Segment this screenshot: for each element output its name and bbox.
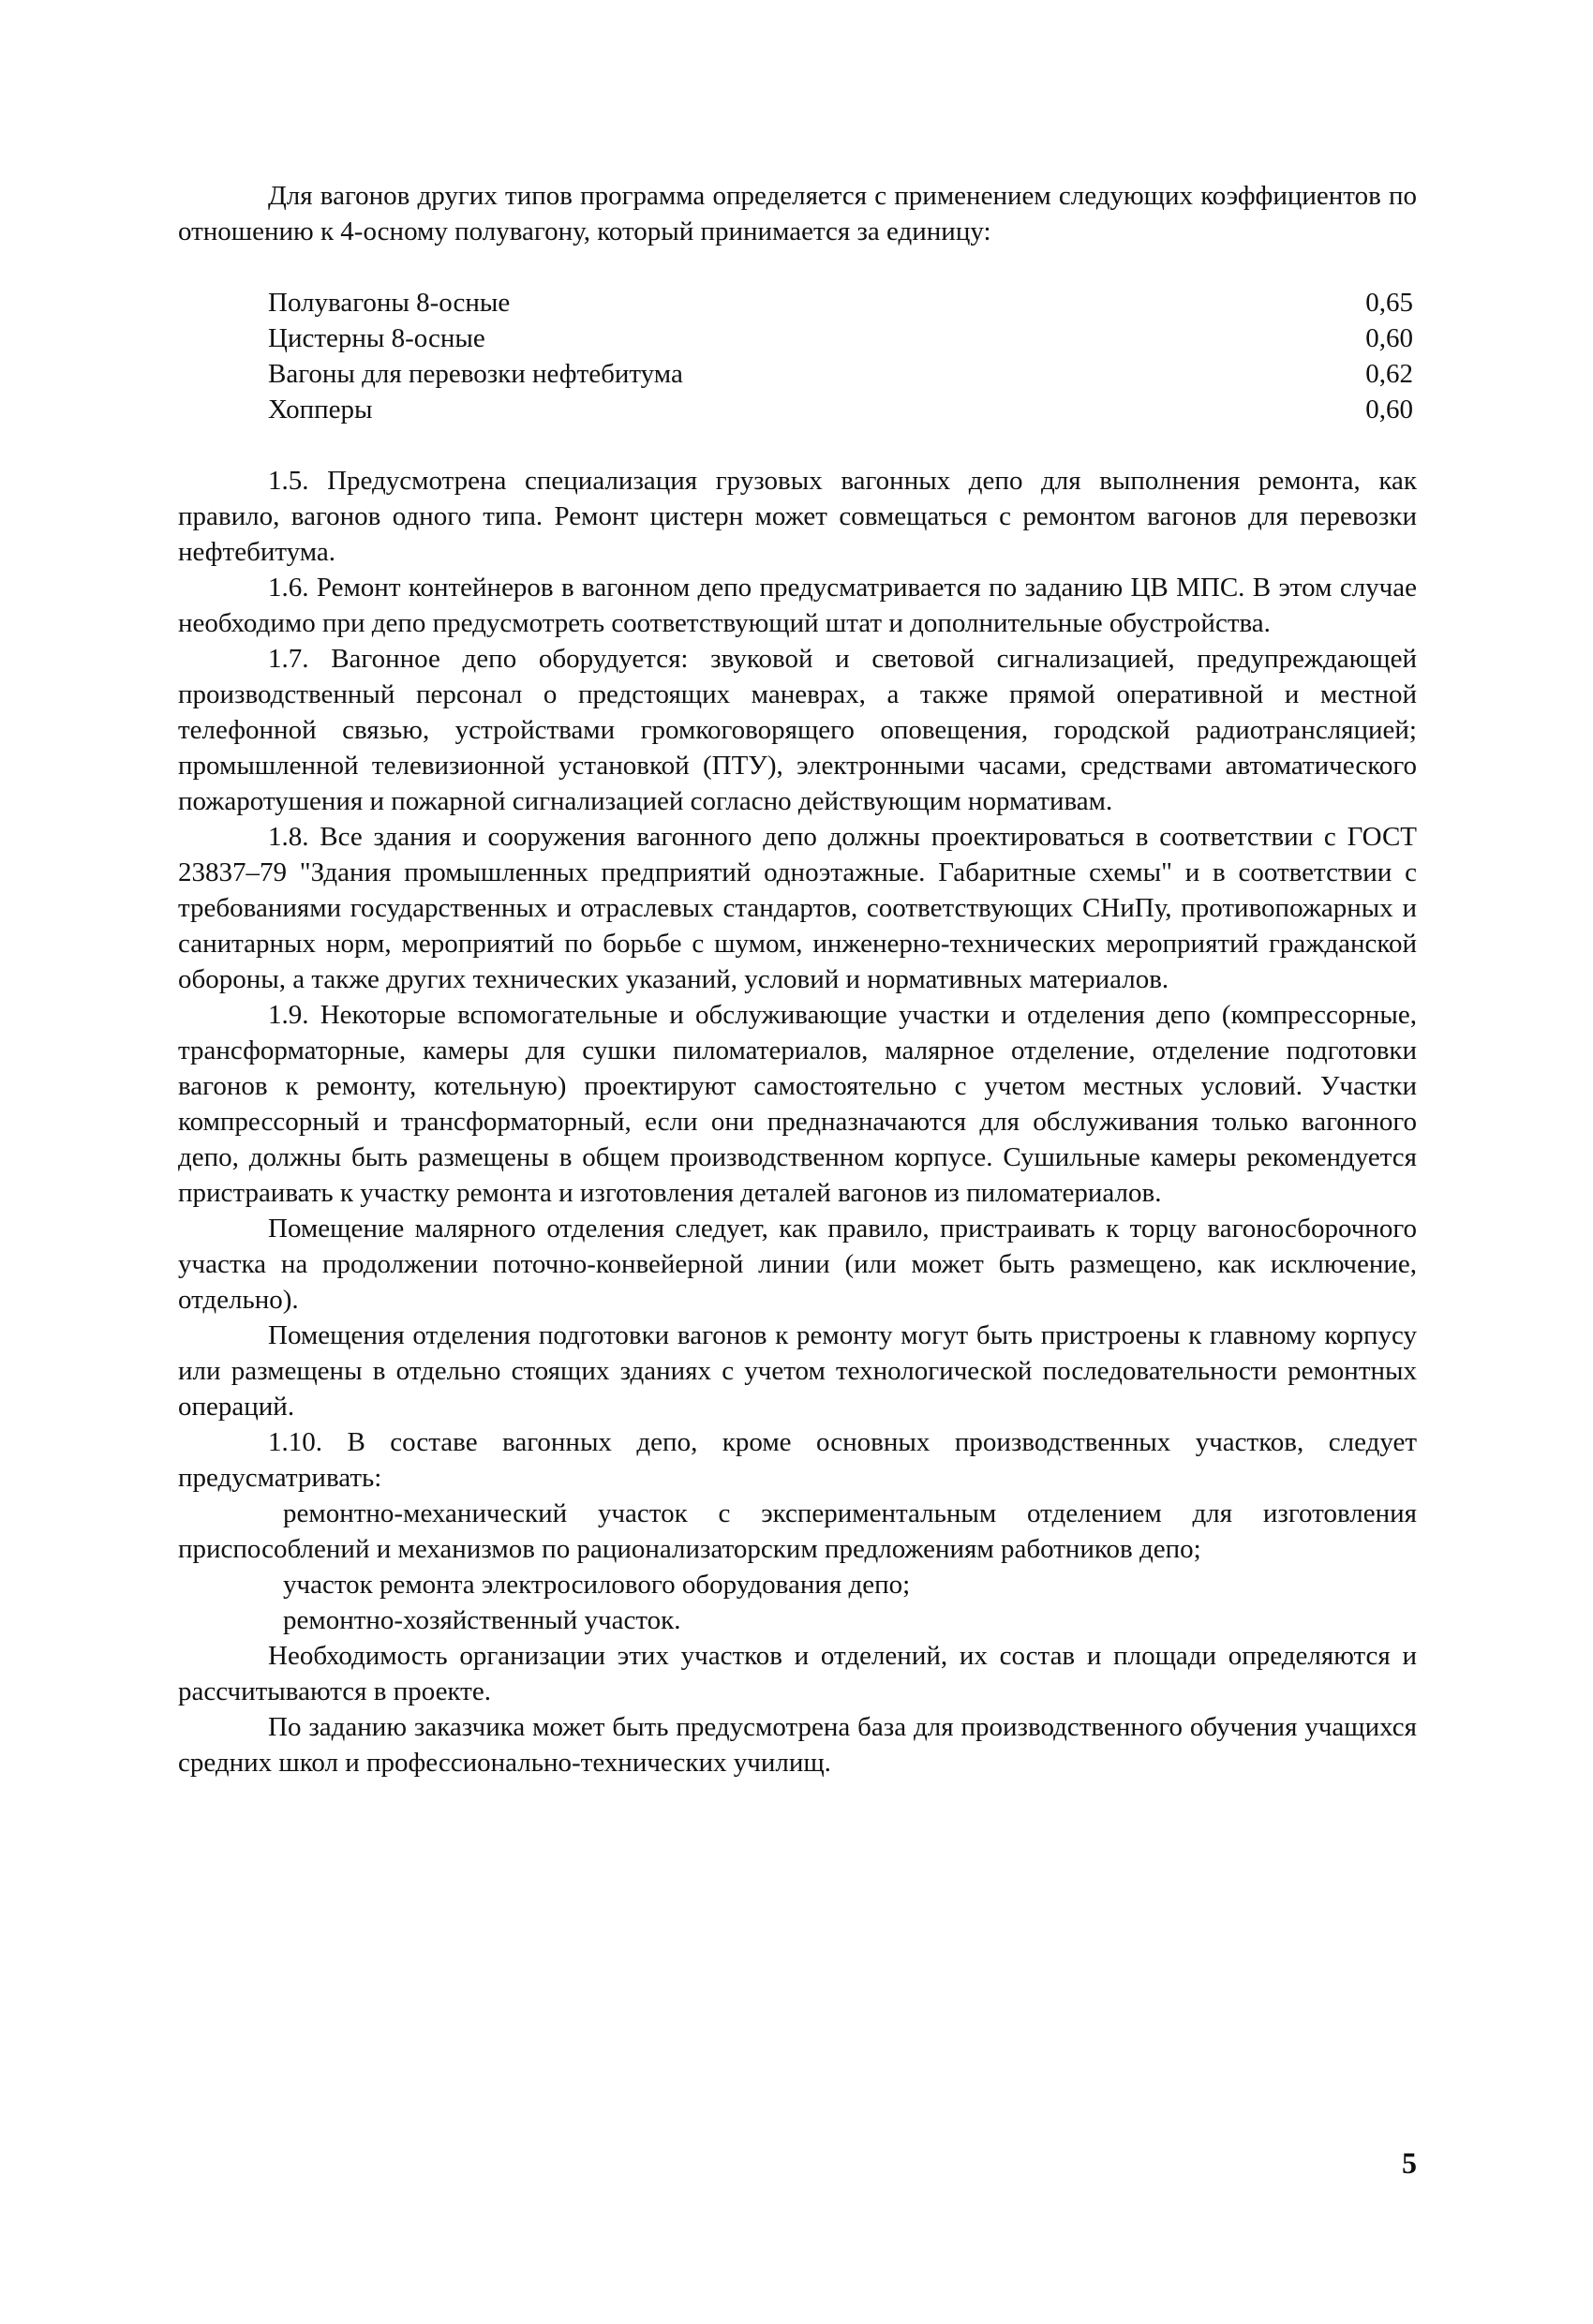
paragraph-1-8: 1.8. Все здания и сооружения вагонного депо должны проектироваться в соответствии с ГОСТ 23837–79 "Здания промышленных предприятий одноэтажные. Габаритные схемы" и в соответствии с требованиями государственных и отраслевых стандартов, соответствующих СНиПу, противопожарных и санитарных норм, мероприятий по борьбе с шумом, инженерно-технических мероприятий гражданской обороны, а также других технических указаний, условий и нормативных материалов.: [178, 822, 1417, 994]
coefficient-row: [268, 392, 1413, 427]
coefficient-name: Хопперы: [268, 395, 373, 425]
page-body: [178, 178, 1417, 1780]
coefficient-value: 0,60: [1365, 323, 1413, 353]
coefficient-row: [268, 285, 1413, 320]
paragraph-1-9: 1.9. Некоторые вспомогательные и обслуживающие участки и отделения депо (компрессорные, трансформаторные, камеры для сушки пиломатериалов, малярное отделение, отделение подготовки вагонов к ремонту, котельную) проектируют самостоятельно с учетом местных условий. Участки компрессорный и трансформаторный, если они предназначаются для обслуживания только вагонного депо, должны быть размещены в общем производственном корпусе. Сушильные камеры рекомендуется пристраивать к участку ремонта и изготовления деталей вагонов из пиломатериалов.: [178, 1000, 1417, 1208]
page-number: 5: [1402, 2146, 1417, 2180]
paragraph-1-7: 1.7. Вагонное депо оборудуется: звуковой и световой сигнализацией, предупреждающей производственный персонал о предстоящих маневрах, а также прямой оперативной и местной телефонной связью, устройствами громкоговорящего оповещения, городской радиотрансляцией; промышленной телевизионной установкой (ПТУ), электронными часами, средствами автоматического пожаротушения и пожарной сигнализацией согласно действующим нормативам.: [178, 644, 1417, 816]
coefficient-row: [268, 356, 1413, 392]
list-item: участок ремонта электросилового оборудования депо;: [283, 1570, 911, 1600]
closing-paragraph: По заданию заказчика может быть предусмотрена база для производственного обучения учащихся средних школ и профессионально-технических училищ.: [178, 1712, 1417, 1778]
paragraph-paint-shop: Помещение малярного отделения следует, как правило, пристраивать к торцу вагоносборочного участка на продолжении поточно-конвейерной линии (или может быть размещено, как исключение, отдельно).: [178, 1214, 1417, 1315]
paragraph-preparation: Помещения отделения подготовки вагонов к ремонту могут быть пристроены к главному корпусу или размещены в отдельно стоящих зданиях с учетом технологической последовательности ремонтных операций.: [178, 1320, 1417, 1422]
closing-paragraph: Необходимость организации этих участков и отделений, их состав и площади определяются и рассчитываются в проекте.: [178, 1641, 1417, 1706]
coefficient-value: 0,65: [1365, 288, 1413, 318]
paragraph-1-5: 1.5. Предусмотрена специализация грузовых вагонных депо для выполнения ремонта, как правило, вагонов одного типа. Ремонт цистерн может совмещаться с ремонтом вагонов для перевозки нефтебитума.: [178, 466, 1417, 567]
paragraph-1-6: 1.6. Ремонт контейнеров в вагонном депо предусматривается по заданию ЦВ МПС. В этом случае необходимо при депо предусмотреть соответствующий штат и дополнительные обустройства.: [178, 573, 1417, 638]
list-item: ремонтно-механический участок с экспериментальным отделением для изготовления приспособлений и механизмов по рационализаторским предложениям работников депо;: [178, 1498, 1417, 1564]
intro-paragraph: Для вагонов других типов программа определяется с применением следующих коэффициентов по отношению к 4-осному полувагону, который принимается за единицу:: [178, 181, 1417, 246]
coefficient-row: [268, 320, 1413, 356]
list-item: ремонтно-хозяйственный участок.: [283, 1605, 681, 1635]
coefficients-table: [268, 285, 1413, 427]
coefficient-name: Полувагоны 8-осные: [268, 288, 511, 318]
paragraph-1-10: 1.10. В составе вагонных депо, кроме основных производственных участков, следует предусматривать:: [178, 1427, 1417, 1493]
coefficient-value: 0,60: [1365, 395, 1413, 425]
coefficient-name: Вагоны для перевозки нефтебитума: [268, 359, 683, 389]
coefficient-value: 0,62: [1365, 359, 1413, 389]
coefficient-name: Цистерны 8-осные: [268, 323, 485, 353]
